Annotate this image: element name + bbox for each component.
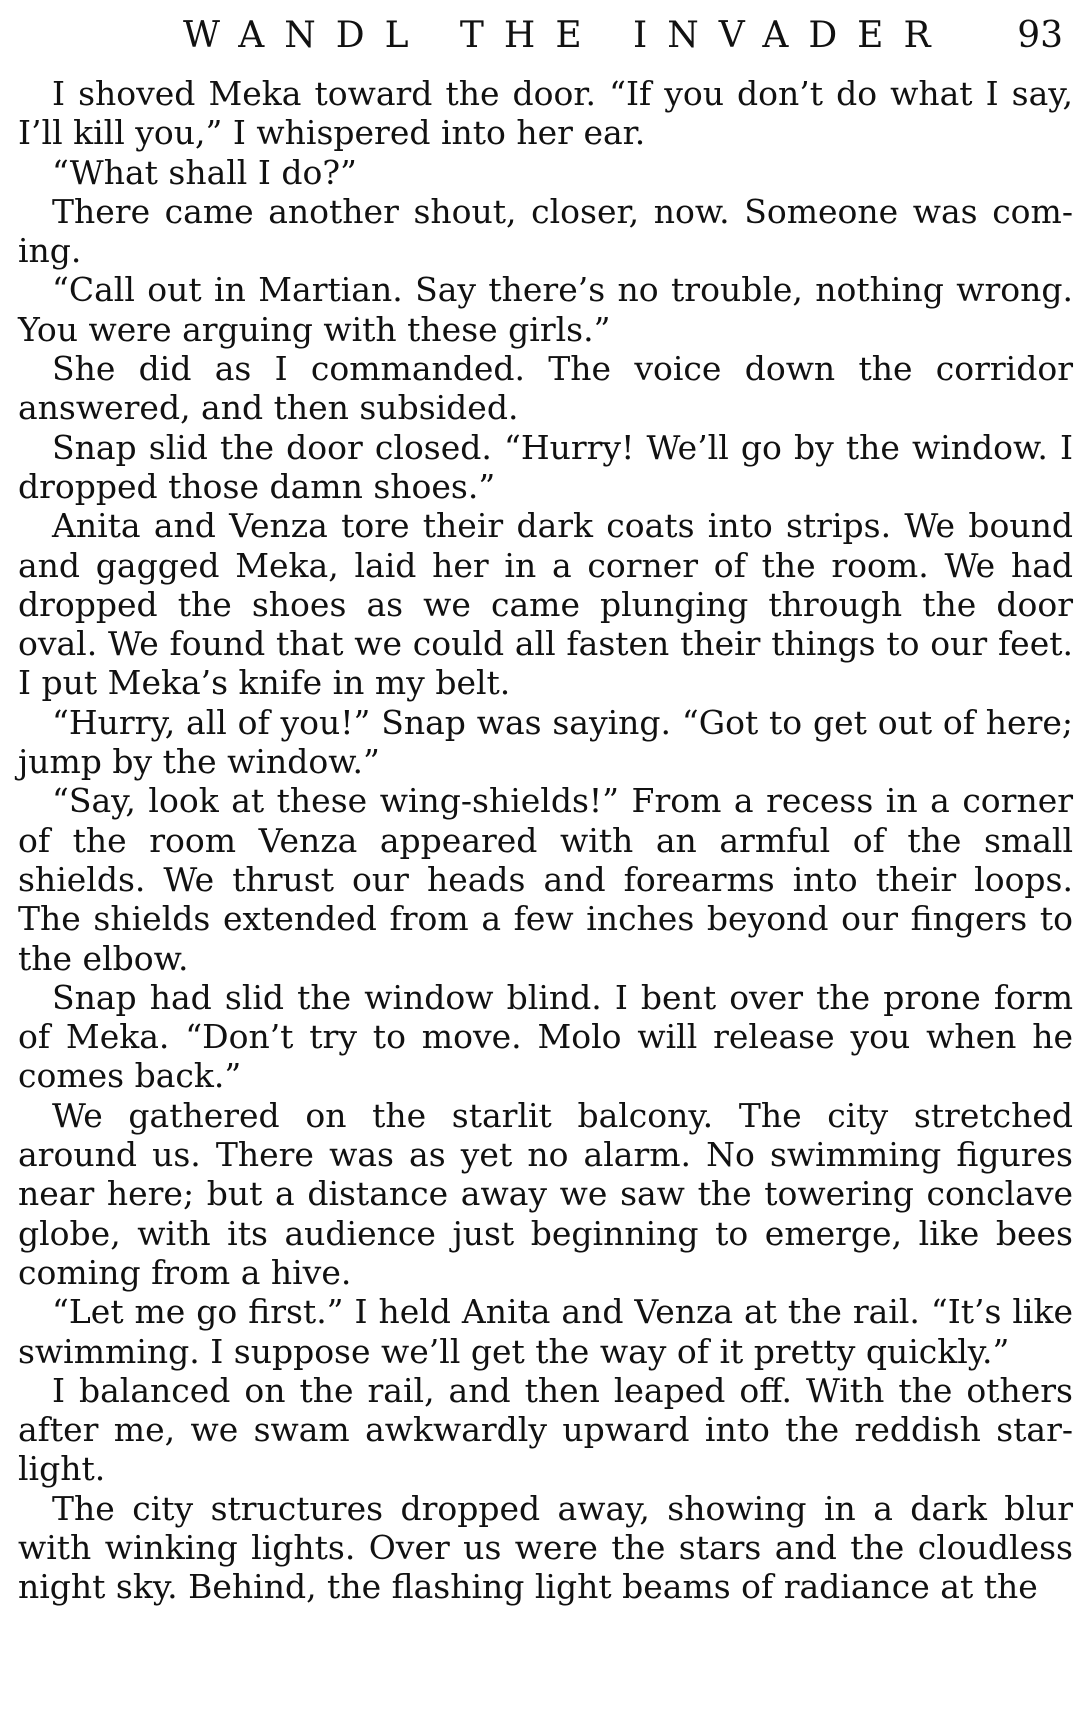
paragraph-7: Anita and Venza tore their dark coats into strips. We bound and gagged Meka, laid her in a corner of the room. We had dropped the shoes as we came plunging through the door oval. We found that we could all fasten their things to our feet. I put Meka’s knife in my belt. — [18, 506, 1073, 703]
paragraph-14: The city structures dropped away, showing in a dark blur with winking lights. Over us were the stars and the cloudless night sky. Behind, the flashing light beams of radiance at the — [18, 1488, 1073, 1607]
paragraph-11: We gathered on the starlit balcony. The city stretched around us. There was as yet no alarm. No swimming figures near here; but a distance away we saw the towering conclave globe, with its audience just beginning to emerge, like bees coming from a hive. — [18, 1095, 1073, 1292]
paragraph-8: “Hurry, all of you!” Snap was saying. “Got to get out of here; jump by the window.” — [18, 702, 1073, 782]
paragraph-9: “Say, look at these wing-shields!” From a recess in a corner of the room Venza appeared with an armful of the small shields. We thrust our heads and forearms into their loops. The shields extended from a few inches beyond our fingers to the elbow. — [18, 781, 1073, 978]
page-number: 93 — [1017, 15, 1063, 56]
paragraph-12: “Let me go first.” I held Anita and Venza at the rail. “It’s like swimming. I suppose we’ll get the way of it pretty quickly.” — [18, 1292, 1073, 1371]
paragraph-5: She did as I commanded. The voice down the corridor answered, and then subsided. — [18, 349, 1073, 428]
page-header — [18, 12, 1073, 64]
paragraph-3: There came another shout, closer, now. Someone was coming. — [18, 191, 1073, 271]
paragraph-6: Snap slid the door closed. “Hurry! We’ll go by the window. I dropped those damn shoes.” — [18, 427, 1073, 506]
paragraph-10: Snap had slid the window blind. I bent over the prone form of Meka. “Don’t try to move. Molo will release you when he comes back.” — [18, 977, 1073, 1096]
body-text — [18, 74, 1073, 1607]
book-page — [18, 12, 1073, 1702]
paragraph-4: “Call out in Martian. Say there’s no trouble, nothing wrong. You were arguing with these girls.” — [18, 270, 1073, 349]
paragraph-2: “What shall I do?” — [52, 152, 357, 192]
paragraph-1: I shoved Meka toward the door. “If you don’t do what I say, I’ll kill you,” I whispered into her ear. — [18, 74, 1073, 153]
paragraph-13: I balanced on the rail, and then leaped off. With the others after me, we swam awkwardly upward into the reddish starlight. — [18, 1370, 1073, 1489]
running-title: WANDL THE INVADER — [183, 15, 951, 56]
